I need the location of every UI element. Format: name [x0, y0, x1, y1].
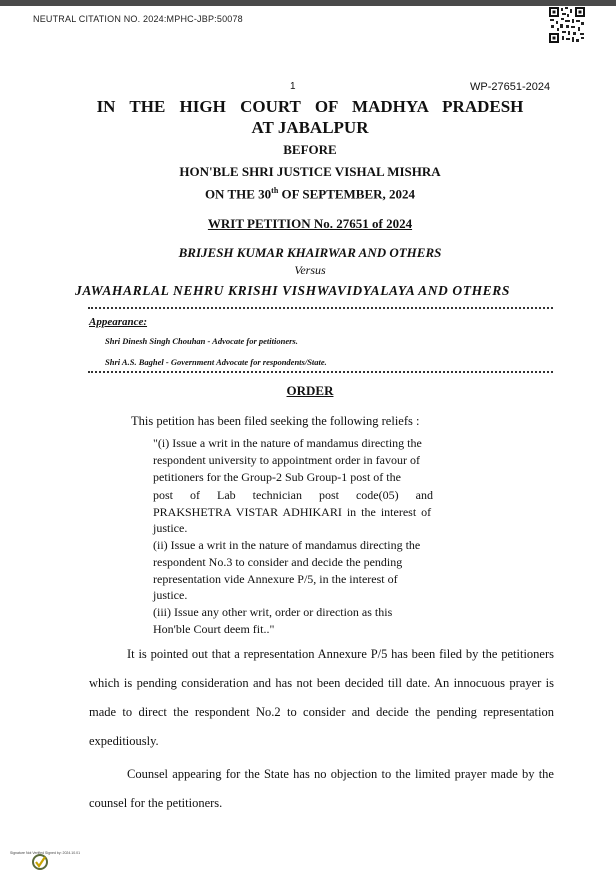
- relief-line: justice.: [153, 588, 188, 602]
- viewer-top-bar: [0, 0, 616, 6]
- qr-code-icon: [548, 6, 586, 44]
- relief-line: petitioners for the Group-2 Sub Group-1 post of the: [153, 470, 401, 484]
- court-name: IN THE HIGH COURT OF MADHYA PRADESH: [96, 97, 524, 116]
- judge-name: HON'BLE SHRI JUSTICE VISHAL MISHRA: [179, 164, 441, 179]
- respondent-party: JAWAHARLAL NEHRU KRISHI VISHWAVIDYALAYA AND OTHERS: [75, 283, 510, 298]
- petitioner-party: BRIJESH KUMAR KHAIRWAR AND OTHERS: [178, 245, 442, 260]
- relief-line: post of Lab technician post code(05) and: [153, 488, 433, 502]
- signature-check-icon: [30, 848, 62, 878]
- before-label: BEFORE: [283, 142, 337, 157]
- relief-line: Hon'ble Court deem fit..": [153, 622, 275, 636]
- writ-petition-number: WRIT PETITION No. 27651 of 2024: [207, 216, 413, 231]
- order-intro: This petition has been filed seeking the following reliefs :: [131, 414, 420, 428]
- order-paragraph: It is pointed out that a representation Annexure P/5 has been filed by the petitioners which is pending consideration and has not been decided till date. An innocuous prayer is made to direct the respondent No.2 to consider and decide the pending representation expeditiously.: [89, 647, 554, 748]
- signature-text: Signature Not Verified Signed by: 2024.10.01: [10, 851, 81, 855]
- relief-line: "(i) Issue a writ in the nature of mandamus directing the: [153, 436, 422, 450]
- relief-line: justice.: [153, 521, 188, 535]
- relief-line: respondent university to appointment order in favour of: [153, 453, 420, 467]
- court-location: AT JABALPUR: [251, 118, 369, 137]
- dotted-divider: [88, 371, 553, 373]
- neutral-citation: NEUTRAL CITATION NO. 2024:MPHC-JBP:50078: [33, 14, 243, 24]
- relief-line: (ii) Issue a writ in the nature of mandamus directing the: [153, 538, 421, 552]
- order-paragraph: Counsel appearing for the State has no objection to the limited prayer made by the counsel for the petitioners.: [89, 767, 554, 810]
- petitioner-counsel: Shri Dinesh Singh Chouhan - Advocate for petitioners.: [105, 336, 298, 346]
- dotted-divider: [88, 307, 553, 309]
- relief-line: (iii) Issue any other writ, order or direction as this: [153, 605, 393, 619]
- case-reference: WP-27651-2024: [470, 81, 551, 93]
- page-number: 1: [290, 81, 296, 92]
- order-heading: ORDER: [286, 383, 334, 398]
- relief-line: respondent No.3 to consider and decide the pending: [153, 555, 403, 569]
- relief-line: PRAKSHETRA VISTAR ADHIKARI in the interest of: [153, 505, 432, 519]
- relief-line: representation vide Annexure P/5, in the interest of: [153, 572, 398, 586]
- state-counsel: Shri A.S. Baghel - Government Advocate for respondents/State.: [105, 357, 327, 367]
- versus-label: Versus: [294, 263, 326, 277]
- hearing-date: ON THE 30th OF SEPTEMBER, 2024: [204, 186, 416, 202]
- appearance-heading: Appearance:: [89, 316, 148, 328]
